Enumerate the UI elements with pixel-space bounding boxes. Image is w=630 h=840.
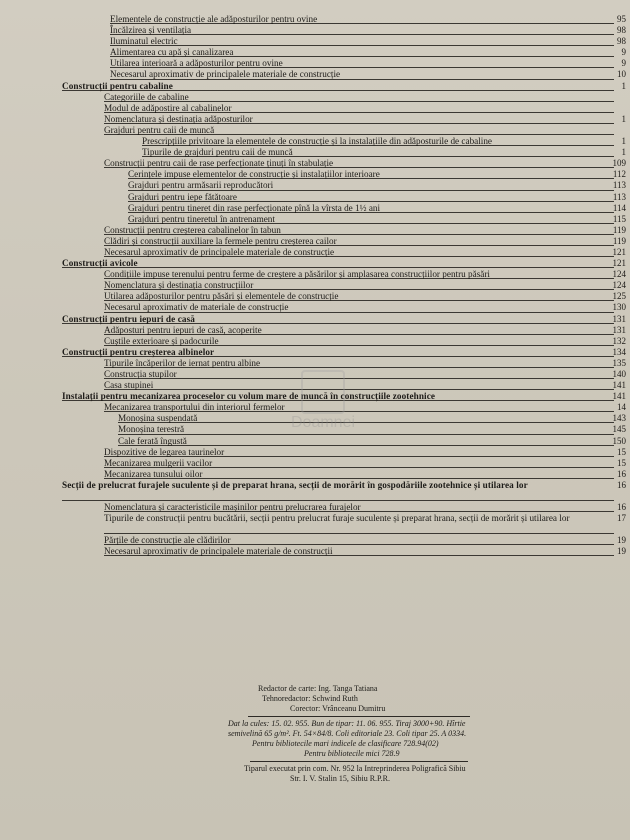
toc-page-number: 124 — [612, 269, 626, 280]
toc-entry-title: Nomenclatura și caracteristicile mașinilor pentru prelucrarea furajelor — [104, 501, 361, 512]
toc-page-number: 15 — [617, 457, 626, 468]
toc-page-number: 1 — [621, 80, 626, 91]
toc-entry — [0, 258, 630, 269]
toc-page-number: 132 — [612, 335, 626, 346]
toc-entry — [0, 147, 630, 158]
toc-page-number: 143 — [612, 413, 626, 424]
toc-entry-title: Condițiile impuse terenului pentru ferme de creștere a păsărilor și amplasarea construcțiilor pentru păsări — [104, 269, 490, 280]
colophon-corrector: Corector: Vrânceanu Dumitru — [290, 704, 386, 713]
toc-page-number: 15 — [617, 446, 626, 457]
print-data-line-2: semivelină 65 g/m². Ft. 54×84/8. Coli editoriale 23. Coli tipar 25. A 0334. — [228, 729, 467, 738]
colophon-editor: Redactor de carte: Ing. Tanga Tatiana — [258, 684, 378, 693]
toc-page-number: 135 — [612, 357, 626, 368]
toc-entry-title: Secții de prelucrat furajele suculente și de preparat hrana, secții de morărit în gospodăriile zootehnice și utilarea lor — [62, 479, 528, 490]
toc-entry — [0, 347, 630, 358]
print-data-line-3: Pentru bibliotecile mari indicele de clasificare 728.94(02) — [252, 739, 439, 748]
toc-entry — [0, 358, 630, 369]
toc-page-number: 113 — [612, 191, 626, 202]
toc-entry — [0, 302, 630, 313]
toc-entry — [0, 225, 630, 236]
toc-page-number: 9 — [621, 47, 626, 58]
toc-entry — [0, 458, 630, 469]
toc-page-number: 150 — [612, 435, 626, 446]
colophon-tech-editor: Tehnoredactor: Schwind Ruth — [262, 694, 358, 703]
toc-page-number: 1 — [621, 147, 626, 158]
toc-page-number: 131 — [612, 313, 626, 324]
toc-entry-title: Necesarul aproximativ de principalele materiale de construcție — [110, 69, 341, 80]
toc-page-number: 140 — [612, 369, 626, 379]
colophon-rule — [248, 716, 470, 717]
toc-page-number: 141 — [612, 380, 626, 391]
toc-entry — [0, 513, 630, 535]
toc-entry-title: Mecanizarea tunsului oilor — [104, 468, 203, 479]
toc-entry-title: Monoșina terestră — [118, 424, 185, 435]
toc-entry-title: Construcții pentru caii de rase perfecționate ținuți în stabulație — [104, 158, 334, 169]
toc-page-number: 113 — [612, 180, 626, 191]
print-data-line-1: Dat la cules: 15. 02. 955. Bun de tipar: 11. 06. 955. Tiraj 3000+90. Hîrtie — [228, 719, 466, 728]
toc-page-number: 121 — [612, 246, 626, 257]
toc-entry-title: Grajduri pentru iepe fătătoare — [128, 191, 237, 202]
toc-entry — [0, 136, 630, 147]
toc-entry — [0, 480, 630, 502]
watermark-icon — [301, 370, 345, 414]
toc-page-number: 17 — [617, 513, 626, 524]
toc-page-number: 131 — [612, 324, 626, 335]
toc-entry — [0, 14, 630, 25]
toc-page-number: 98 — [617, 25, 626, 36]
toc-entry — [0, 81, 630, 92]
toc-entry — [0, 36, 630, 47]
toc-page-number: 95 — [617, 14, 626, 24]
toc-entry — [0, 469, 630, 480]
toc-entry — [0, 325, 630, 336]
toc-page-number: 14 — [617, 402, 626, 413]
toc-entry — [0, 158, 630, 169]
toc-entry-title: Cerințele impuse elementelor de construcție și instalațiilor interioare — [128, 169, 380, 180]
toc-page-number: 114 — [612, 202, 626, 213]
toc-page-number: 16 — [617, 479, 626, 490]
toc-entry — [0, 336, 630, 347]
toc-entry-title: Nomenclatura și destinația construcțiilor — [104, 280, 254, 291]
toc-entry-title: Elementele de construcție ale adăposturilor pentru ovine — [110, 14, 318, 24]
toc-entry-title: Mecanizarea transportului din interiorul fermelor — [104, 402, 285, 413]
toc-underline — [118, 445, 614, 446]
toc-entry — [0, 169, 630, 180]
toc-entry-title: Tipurile de grajduri pentru caii de muncă — [142, 147, 293, 158]
toc-entry — [0, 47, 630, 58]
toc-entry — [0, 192, 630, 203]
toc-entry-title: Construcții pentru creșterea cabalinelor în tabun — [104, 224, 281, 235]
toc-entry — [0, 546, 630, 557]
toc-page-number: 1 — [621, 113, 626, 124]
toc-entry-title: Cale ferată îngustă — [118, 435, 187, 446]
colophon-rule-2 — [250, 761, 468, 762]
print-data-line-4: Pentru bibliotecile mici 728.9 — [304, 749, 400, 758]
toc-entry-title: Încălzirea și ventilația — [110, 25, 192, 36]
toc-entry-title: Adăposturi pentru iepuri de casă, acoperite — [104, 324, 262, 335]
toc-entry-title: Categoriile de cabaline — [104, 91, 189, 102]
toc-entry-title: Casa stupinei — [104, 380, 154, 391]
toc-page-number: 19 — [617, 546, 626, 557]
toc-entry-title: Grajduri pentru tineretul în antrenament — [128, 213, 275, 224]
toc-page-number: 112 — [612, 169, 626, 180]
toc-entry-title: Necesarul aproximativ de materiale de construcție — [104, 302, 289, 313]
toc-page-number: 124 — [612, 280, 626, 291]
toc-page-number: 119 — [612, 224, 626, 235]
toc-page-number: 115 — [612, 213, 626, 224]
toc-entry-title: Construcții pentru cabaline — [62, 80, 173, 91]
toc-page-number: 119 — [612, 235, 626, 246]
toc-entry — [0, 535, 630, 546]
toc-page-number: 98 — [617, 36, 626, 47]
toc-page-number: 141 — [612, 391, 626, 402]
toc-entry — [0, 103, 630, 114]
toc-entry — [0, 291, 630, 302]
toc-page-number: 125 — [612, 291, 626, 302]
toc-entry — [0, 92, 630, 103]
toc-entry-title: Grajduri pentru tineret din rase perfecționate pînă la vîrsta de 1½ ani — [128, 202, 381, 213]
toc-entry-title: Clădiri și construcții auxiliare la fermele pentru creșterea cailor — [104, 235, 337, 246]
toc-entry — [0, 114, 630, 125]
toc-entry-title: Tipurile de construcții pentru bucătării, secții pentru prelucrat furaje suculente și preparat hrana, secții de morărit și utilarea lor — [104, 513, 570, 524]
toc-entry — [0, 314, 630, 325]
toc-entry-title: Grajduri pentru armăsarii reproducători — [128, 180, 274, 191]
toc-entry-title: Cuștile exterioare și padocurile — [104, 335, 219, 346]
toc-entry-title: Construcții pentru creșterea albinelor — [62, 346, 215, 357]
toc-entry-title: Iluminatul electric — [110, 36, 178, 47]
toc-entry — [0, 447, 630, 458]
watermark-logo — [268, 370, 378, 440]
toc-underline — [104, 533, 614, 534]
toc-entry-title: Necesarul aproximativ de principalele materiale de construcții — [104, 546, 333, 557]
toc-page-number: 16 — [617, 501, 626, 512]
toc-underline — [110, 45, 614, 46]
toc-entry — [0, 58, 630, 69]
toc-entry — [0, 214, 630, 225]
toc-entry — [0, 203, 630, 214]
toc-page-number: 121 — [612, 258, 626, 269]
table-of-contents — [0, 14, 630, 557]
toc-entry-title: Necesarul aproximativ de principalele materiale de construcție — [104, 246, 335, 257]
toc-page-number: 134 — [612, 346, 626, 357]
toc-entry — [0, 269, 630, 280]
toc-entry-title: Dispozitive de legarea taurinelor — [104, 446, 225, 457]
watermark-text: Doamnei — [290, 414, 356, 431]
toc-entry — [0, 502, 630, 513]
toc-entry-title: Prescripțiile privitoare la elementele de construcție și la instalațiile din adăposturile de cabaline — [142, 136, 493, 147]
toc-entry-title: Alimentarea cu apă și canalizarea — [110, 47, 234, 58]
toc-page-number: 1 — [621, 136, 626, 147]
toc-page-number: 9 — [621, 58, 626, 69]
toc-page-number: 109 — [612, 158, 626, 169]
printer-line-2: Str. I. V. Stalin 15, Sibiu R.P.R. — [290, 774, 390, 783]
toc-entry — [0, 247, 630, 258]
toc-entry — [0, 236, 630, 247]
toc-entry-title: Mecanizarea mulgerii vacilor — [104, 457, 213, 468]
toc-entry-title: Construcții pentru iepuri de casă — [62, 313, 195, 324]
toc-entry-title: Nomenclatura și destinația adăposturilor — [104, 113, 253, 124]
toc-entry-title: Grajduri pentru caii de muncă — [104, 124, 215, 135]
printer-line-1: Tiparul executat prin com. Nr. 952 la Intreprinderea Poligrafică Sibiu — [244, 764, 466, 773]
toc-entry-title: Modul de adăpostire al cabalinelor — [104, 102, 232, 113]
toc-page-number: 19 — [617, 535, 626, 546]
toc-entry-title: Utilarea interioară a adăposturilor pentru ovine — [110, 58, 283, 69]
toc-entry-title: Construcția stupilor — [104, 369, 177, 379]
toc-entry — [0, 280, 630, 291]
toc-entry-title: Construcții avicole — [62, 258, 138, 269]
toc-entry — [0, 25, 630, 36]
toc-underline — [62, 267, 614, 268]
toc-entry-title: Utilarea adăposturilor pentru păsări și elementele de construcție — [104, 291, 339, 302]
toc-page-number: 16 — [617, 468, 626, 479]
toc-entry-title: Părțile de construcție ale clădirilor — [104, 535, 231, 546]
toc-entry — [0, 125, 630, 136]
toc-entry-title: Monoșina suspendată — [118, 413, 198, 424]
toc-page-number: 10 — [617, 69, 626, 80]
toc-page-number: 145 — [612, 424, 626, 435]
toc-entry-title: Instalații pentru mecanizarea proceselor cu volum mare de muncă în construcțiile zootehnice — [62, 391, 436, 402]
toc-underline — [62, 500, 614, 501]
toc-entry — [0, 69, 630, 80]
toc-entry — [0, 180, 630, 191]
toc-entry-title: Tipurile încăperilor de iernat pentru albine — [104, 357, 261, 368]
toc-page-number: 130 — [612, 302, 626, 313]
